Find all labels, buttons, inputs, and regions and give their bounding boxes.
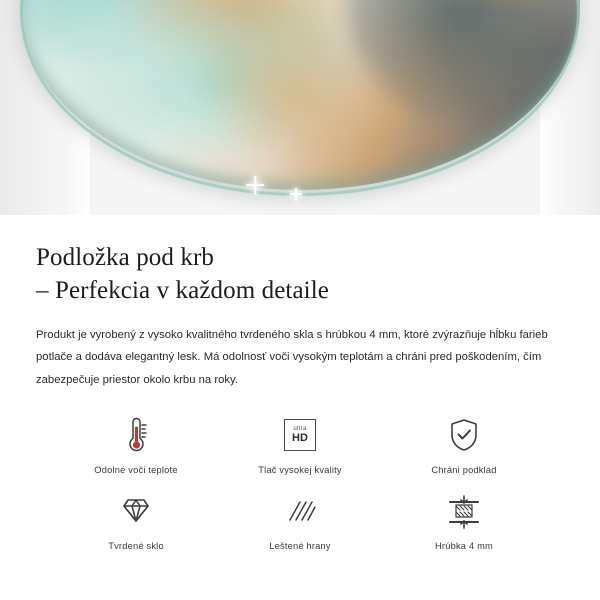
description-paragraph: Produkt je vyrobený z vysoko kvalitného tvrdeného skla s hrúbkou 4 mm, ktoré zvýrazňuje hĺbku farieb potlače a dodáva elegantný lesk. Má odolnosť voči vysokým teplotám a chráni pred poškodením, čím zabezpečuje priestor okolo krbu na roky. <box>36 328 548 386</box>
feature-item <box>54 489 218 551</box>
badge-ultra-text: ultra <box>293 426 307 433</box>
ultra-hd-icon <box>284 413 316 457</box>
headline-line-1: Podložka pod krb <box>36 244 214 271</box>
polished-edges-icon <box>280 489 320 533</box>
feature-label: Tvrdené sklo <box>108 541 164 552</box>
page-title <box>36 241 564 308</box>
feature-label: Hrúbka 4 mm <box>435 541 493 552</box>
feature-item <box>218 489 382 551</box>
headline-line-2: – Perfekcia v každom detaile <box>36 277 329 305</box>
feature-label: Tlač vysokej kvality <box>258 465 342 476</box>
feature-label: Leštené hrany <box>269 541 331 552</box>
feature-item <box>382 413 546 475</box>
shield-check-icon <box>446 413 482 457</box>
badge-hd-text: HD <box>292 432 308 445</box>
feature-grid <box>36 413 564 551</box>
thickness-icon <box>444 489 484 533</box>
content-block <box>0 215 600 551</box>
feature-label: Chráni podklad <box>431 465 497 476</box>
feature-item <box>382 489 546 551</box>
feature-item <box>218 413 382 475</box>
feature-label: Odolné voči teplote <box>94 465 178 476</box>
hero-image <box>0 0 600 215</box>
thermometer-icon <box>116 413 156 457</box>
diamond-icon <box>116 489 156 533</box>
feature-item <box>54 413 218 475</box>
